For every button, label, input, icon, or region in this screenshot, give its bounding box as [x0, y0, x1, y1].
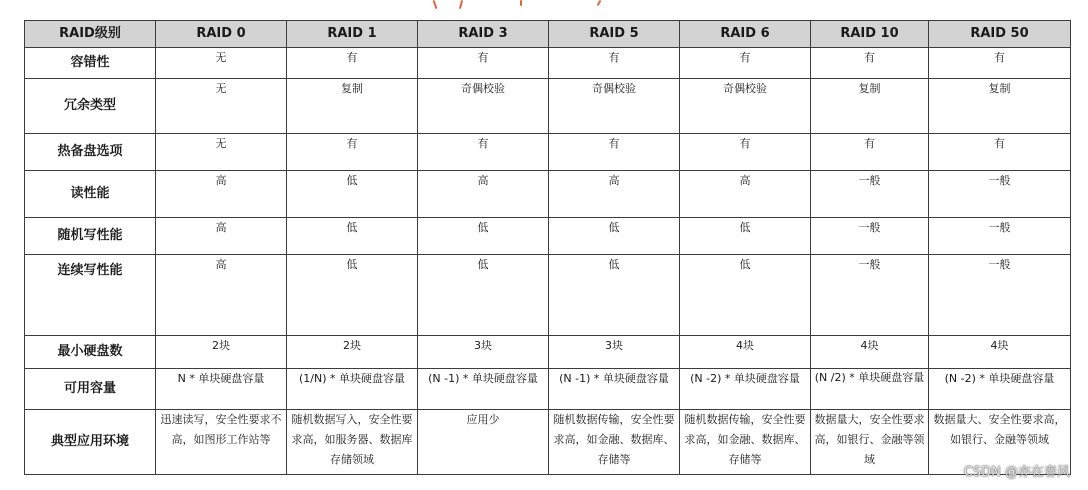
row-label: 连续写性能: [25, 255, 156, 336]
table-cell: 一般: [811, 218, 929, 255]
table-cell: (N -1) * 单块硬盘容量: [418, 369, 549, 410]
table-cell: 迅速读写，安全性要求不高，如图形工作站等: [156, 410, 287, 475]
table-row: [25, 218, 1071, 255]
row-label: 典型应用环境: [25, 410, 156, 475]
header-cell: RAID 0: [156, 21, 287, 48]
table-cell: 一般: [929, 255, 1071, 336]
table-cell: (N -2) * 单块硬盘容量: [929, 369, 1071, 410]
table-cell: 随机数据传输，安全性要求高，如金融、数据库、存储等: [549, 410, 680, 475]
table-cell: 有: [811, 48, 929, 79]
table-cell: (N /2) * 单块硬盘容量: [811, 369, 929, 410]
table-cell: 高: [418, 171, 549, 218]
row-label: 容错性: [25, 48, 156, 79]
table-cell: 低: [680, 255, 811, 336]
table-cell: 数据量大、安全性要求高，如银行、金融等领域: [929, 410, 1071, 475]
row-label: 读性能: [25, 171, 156, 218]
table-cell: 复制: [287, 79, 418, 134]
table-cell: 2块: [156, 336, 287, 369]
table-cell: 无: [156, 134, 287, 171]
table-row: [25, 48, 1071, 79]
header-cell: RAID 6: [680, 21, 811, 48]
table-cell: 低: [287, 255, 418, 336]
header-cell: RAID 1: [287, 21, 418, 48]
table-cell: (1/N) * 单块硬盘容量: [287, 369, 418, 410]
table-row: [25, 410, 1071, 475]
table-cell: 4块: [929, 336, 1071, 369]
table-cell: 低: [418, 218, 549, 255]
header-cell: RAID 3: [418, 21, 549, 48]
table-cell: 有: [811, 134, 929, 171]
table-cell: 有: [680, 48, 811, 79]
header-cell: RAID级别: [25, 21, 156, 48]
table-cell: 有: [418, 134, 549, 171]
table-cell: 有: [418, 48, 549, 79]
table-row: [25, 79, 1071, 134]
table-cell: 有: [287, 134, 418, 171]
table-cell: 高: [156, 218, 287, 255]
table-cell: 随机数据写入，安全性要求高，如服务器、数据库存储领域: [287, 410, 418, 475]
table-cell: 一般: [929, 218, 1071, 255]
table-cell: 低: [287, 218, 418, 255]
table-cell: 高: [680, 171, 811, 218]
table-cell: 数据量大，安全性要求高，如银行、金融等领域: [811, 410, 929, 475]
table-cell: 高: [549, 171, 680, 218]
header-cell: RAID 50: [929, 21, 1071, 48]
row-label: 最小硬盘数: [25, 336, 156, 369]
table-cell: 奇偶校验: [418, 79, 549, 134]
table-cell: 低: [549, 255, 680, 336]
watermark: CSDN @亦在春风: [963, 465, 1070, 480]
table-cell: 无: [156, 48, 287, 79]
table-cell: (N -1) * 单块硬盘容量: [549, 369, 680, 410]
table-cell: 复制: [929, 79, 1071, 134]
table-cell: 有: [549, 48, 680, 79]
table-cell: 有: [929, 48, 1071, 79]
row-label: 随机写性能: [25, 218, 156, 255]
table-cell: (N -2) * 单块硬盘容量: [680, 369, 811, 410]
table-row: [25, 336, 1071, 369]
row-label: 冗余类型: [25, 79, 156, 134]
table-row: [25, 171, 1071, 218]
table-cell: 奇偶校验: [549, 79, 680, 134]
table-row: [25, 255, 1071, 336]
table-cell: N * 单块硬盘容量: [156, 369, 287, 410]
table-cell: 高: [156, 255, 287, 336]
row-label: 可用容量: [25, 369, 156, 410]
table-cell: 低: [549, 218, 680, 255]
table-cell: 2块: [287, 336, 418, 369]
table-cell: 一般: [811, 171, 929, 218]
table-cell: 有: [680, 134, 811, 171]
table-row: [25, 369, 1071, 410]
table-cell: 有: [549, 134, 680, 171]
decorative-marks: [430, 0, 630, 14]
table-cell: 有: [287, 48, 418, 79]
table-row: [25, 134, 1071, 171]
row-label: 热备盘选项: [25, 134, 156, 171]
raid-comparison-table: [24, 20, 1071, 475]
table-cell: 随机数据传输，安全性要求高，如金融、数据库、存储等: [680, 410, 811, 475]
table-cell: 3块: [418, 336, 549, 369]
table-cell: 有: [929, 134, 1071, 171]
table-cell: 高: [156, 171, 287, 218]
table-cell: 4块: [680, 336, 811, 369]
header-cell: RAID 5: [549, 21, 680, 48]
header-row: [25, 21, 1071, 48]
table-cell: 低: [418, 255, 549, 336]
table-cell: 一般: [811, 255, 929, 336]
table-cell: 4块: [811, 336, 929, 369]
table-cell: 低: [287, 171, 418, 218]
table-cell: 应用少: [418, 410, 549, 475]
table-cell: 3块: [549, 336, 680, 369]
header-cell: RAID 10: [811, 21, 929, 48]
table-cell: 奇偶校验: [680, 79, 811, 134]
table-cell: 无: [156, 79, 287, 134]
table-cell: 一般: [929, 171, 1071, 218]
table-cell: 复制: [811, 79, 929, 134]
table-cell: 低: [680, 218, 811, 255]
